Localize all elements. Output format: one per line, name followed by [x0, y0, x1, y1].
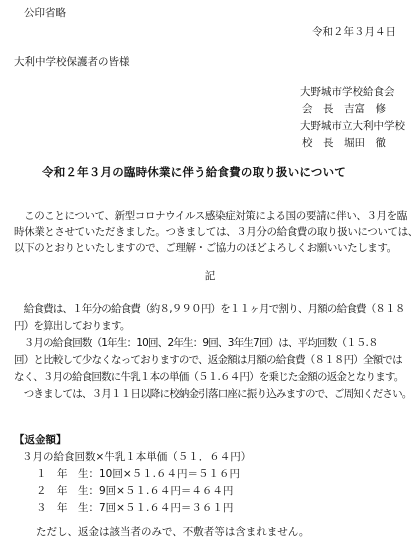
- addressee: 大利中学校保護者の皆様: [14, 56, 130, 68]
- issue-date: 令和２年３月４日: [312, 26, 396, 38]
- ki-marker: 記: [204, 270, 216, 282]
- intro-line-3: 以下のとおりといたしますので、ご理解・ご協力のほどよろしくお願いいたします。: [14, 242, 397, 254]
- body2-line-2: 回）と比較して少なくなっておりますので、返金額は月額の給食費（８１８円）全額では: [14, 354, 402, 366]
- sender-chairman: 会 長 吉富 修: [302, 103, 386, 115]
- body2-line-3: なく、３月の給食回数に牛乳１本の単価（５１.６４円）を乗じた金額の返金となります。: [14, 371, 404, 383]
- refund-row-grade-1: １ 年 生：10回×５１.６４円＝５１６円: [36, 468, 240, 480]
- body1-line-2: 円）を算出しております。: [14, 320, 130, 332]
- seal-omitted-note: 公印省略: [24, 7, 66, 19]
- sender-org-lunch-association: 大野城市学校給食会: [300, 86, 395, 98]
- document-title: 令和２年３月の臨時休業に伴う給食費の取り扱いについて: [42, 165, 346, 179]
- body2-line-4: つきましては、３月１１日以降に校納金引落口座に振り込みますので、ご周知ください。: [14, 388, 412, 400]
- sender-org-school: 大野城市立大利中学校: [300, 120, 405, 132]
- body2-line-1: ３月の給食回数（1年生：10回、2年生：9回、3年生7回）は、平均回数（１５.８: [14, 337, 378, 349]
- body1-line-1: 給食費は、１年分の給食費（約８,９９０円）を１１ヶ月で割り、月額の給食費（８１８: [14, 303, 405, 315]
- refund-note: ただし、返金は該当者のみで、不敷者等は含まれません。: [36, 526, 310, 538]
- intro-line-1: このことについて、新型コロナウイルス感染症対策による国の要請に伴い、３月を臨: [14, 210, 407, 222]
- sender-principal: 校 長 堀田 徹: [302, 137, 386, 149]
- refund-formula: ３月の給食回数×牛乳１本単価（５１．６４円）: [22, 451, 252, 463]
- refund-row-grade-2: ２ 年 生：9回×５１.６４円＝４６４円: [36, 485, 234, 497]
- refund-heading: 【返金額】: [14, 434, 67, 446]
- refund-row-grade-3: ３ 年 生：7回×５１.６４円＝３６１円: [36, 502, 234, 514]
- intro-line-2: 時休業とさせていただきました。つきましては、３月分の給食費の取り扱いについては、: [14, 226, 418, 238]
